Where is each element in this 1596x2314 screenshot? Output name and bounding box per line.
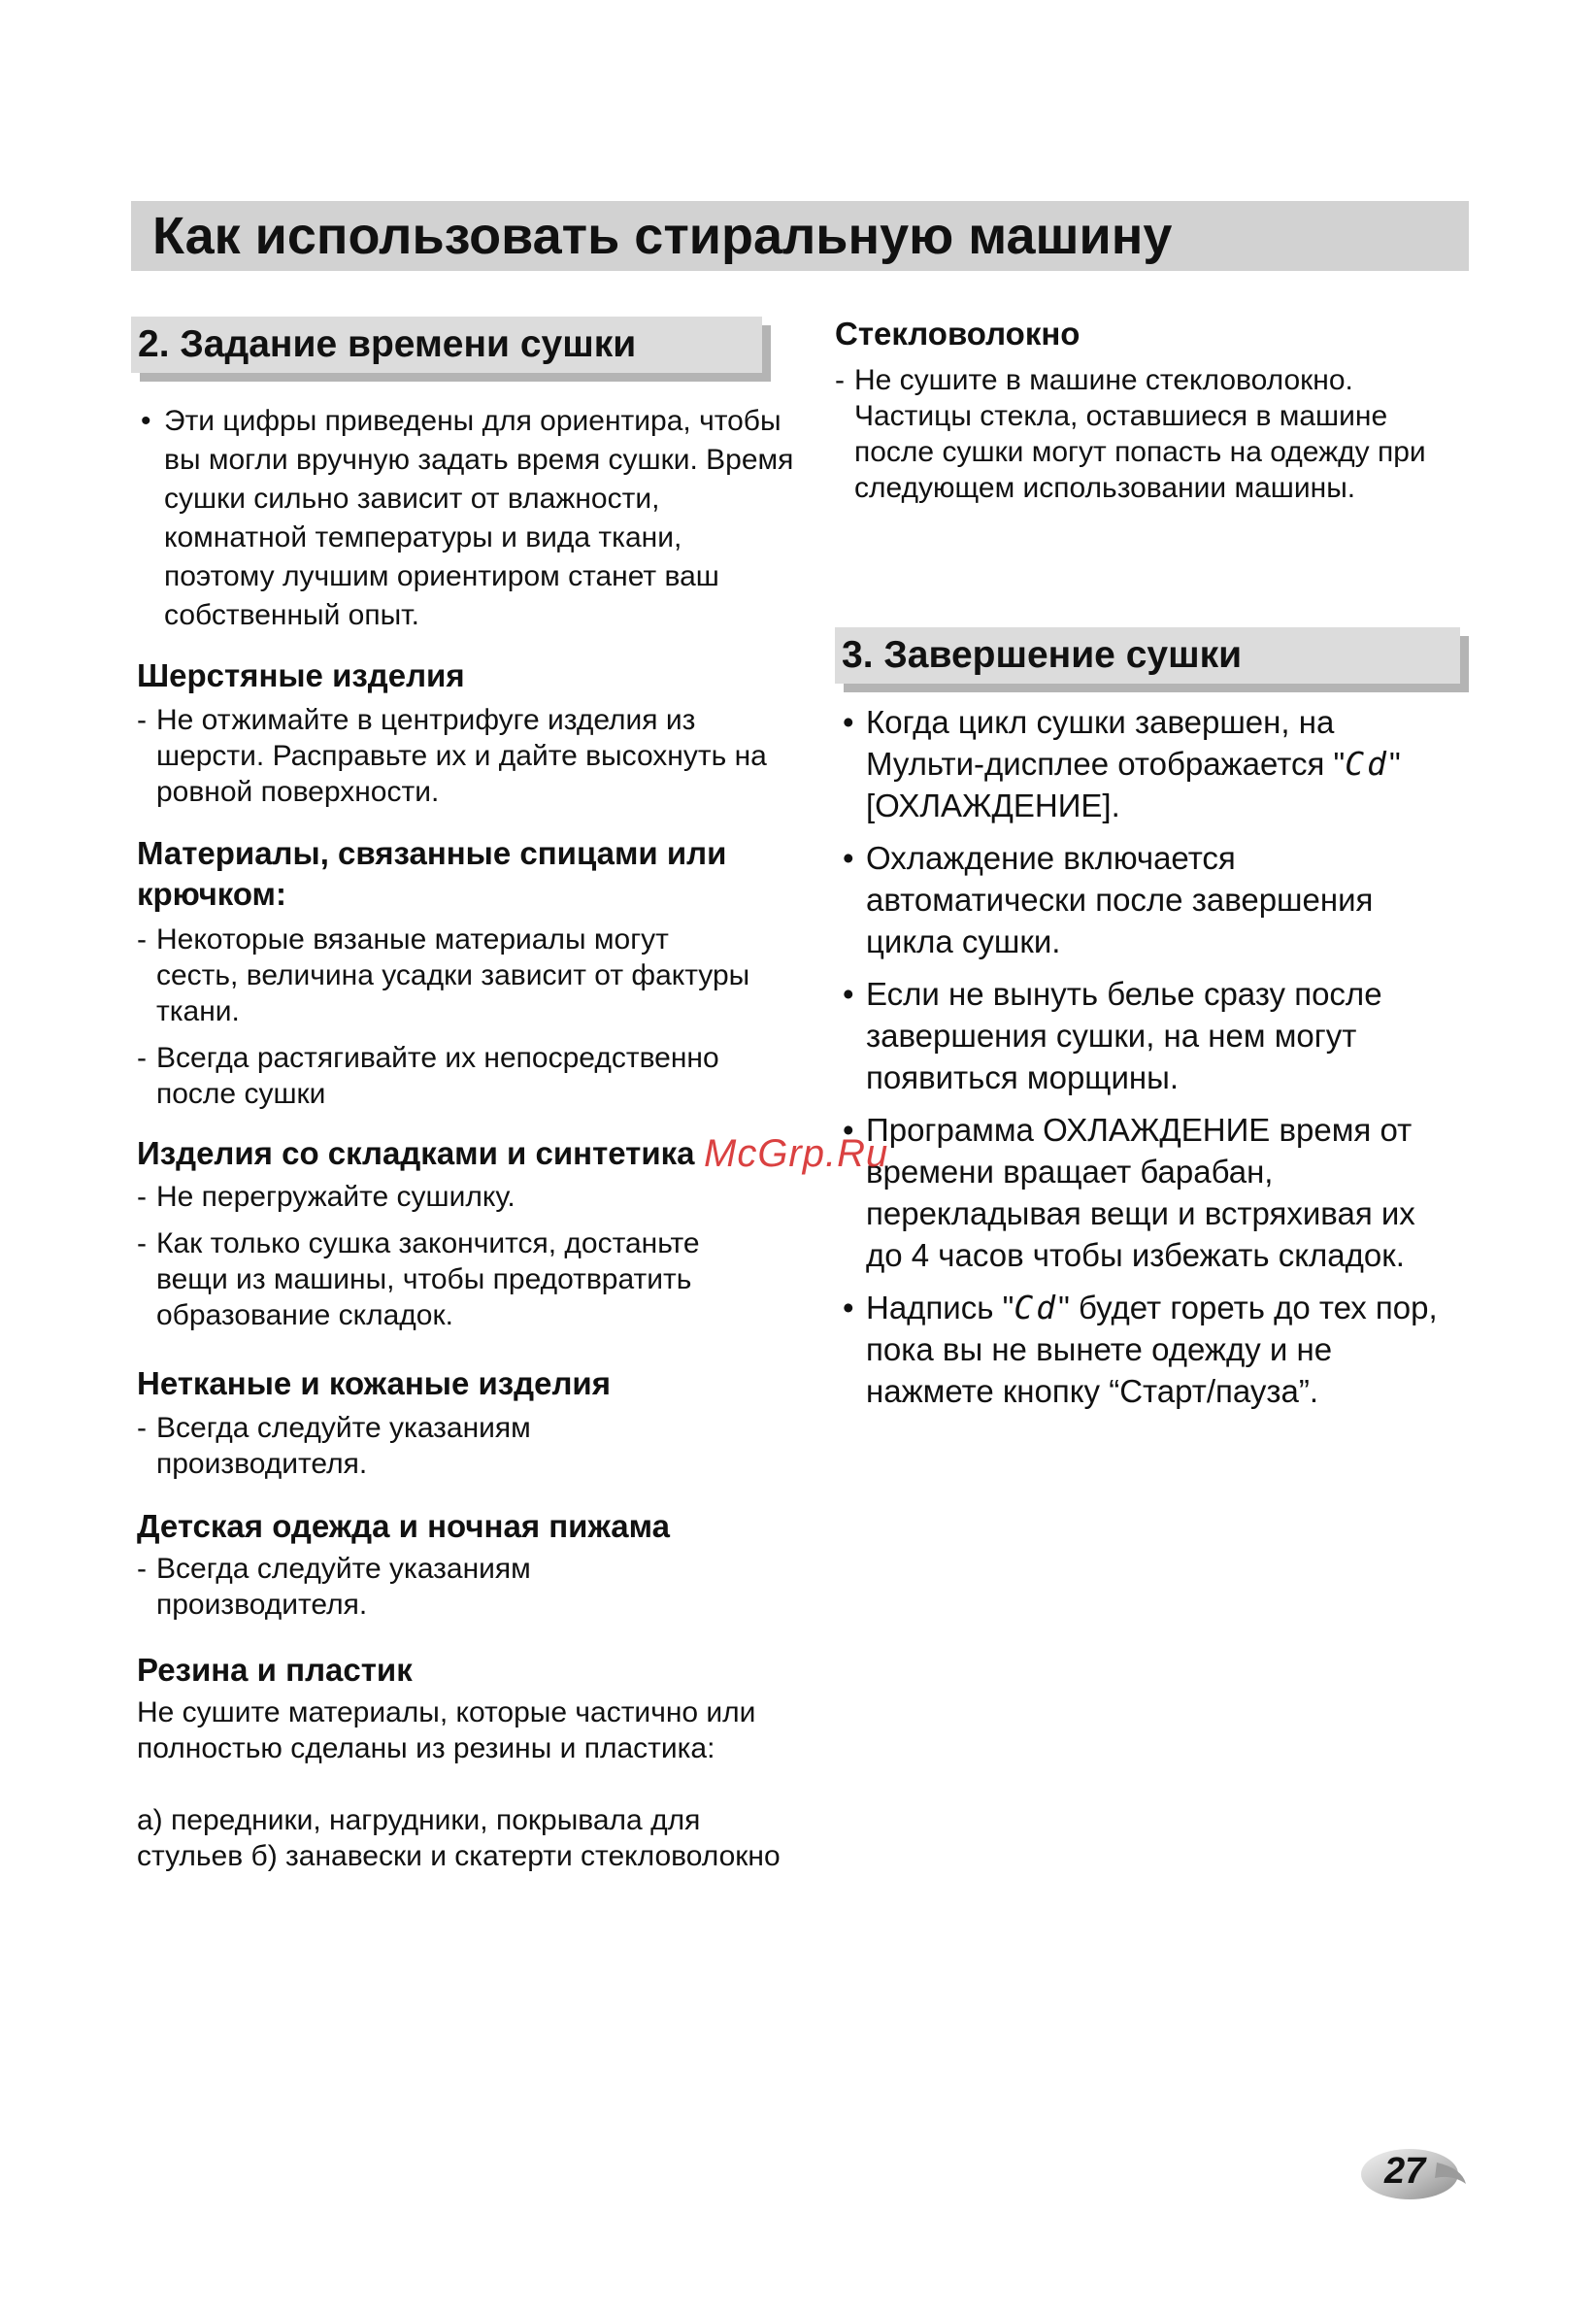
subheading-fiberglass: Стекловолокно	[835, 316, 1081, 352]
list-item: - Не отжимайте в центрифуге изделия из шерсти. Расправьте их и дайте высохнуть на ровной поверхности.	[137, 702, 778, 810]
section-title: 2. Задание времени сушки	[138, 323, 637, 365]
page-header	[131, 201, 1469, 271]
subheading-rubber: Резина и пластик	[137, 1652, 413, 1688]
section-header-drying-end	[835, 627, 1460, 684]
page-number: 27	[1384, 2151, 1426, 2192]
section-title: 3. Завершение сушки	[842, 634, 1243, 676]
list-item: • Надпись "Cd" будет гореть до тех пор, пока вы не вынете одежду и не нажмете кнопку “Старт/пауза”.	[839, 1287, 1460, 1412]
list-item: - Не перегружайте сушилку.	[137, 1179, 778, 1215]
pleated-list	[137, 1179, 778, 1344]
list-item: - Некоторые вязаные материалы могут сесть, величина усадки зависит от фактуры ткани.	[137, 922, 758, 1029]
fiberglass-list	[835, 362, 1456, 517]
list-item: - Не сушите в машине стекловолокно. Частицы стекла, оставшиеся в машине после сушки могут попасть на одежду при следующем использовании машины.	[835, 362, 1456, 506]
subheading-pleated: Изделия со складками и синтетика	[137, 1135, 695, 1171]
list-item: • Программа ОХЛАЖДЕНИЕ время от времени вращает барабан, перекладывая вещи и встряхивая их до 4 часов чтобы избежать складок.	[839, 1109, 1460, 1276]
page-title: Как использовать стиральную машину	[152, 207, 1173, 265]
list-item: - Всегда следуйте указаниям производителя.	[137, 1410, 622, 1482]
drying-end-bullet-list	[839, 701, 1460, 1423]
wool-list	[137, 702, 778, 821]
list-item: • Эти цифры приведены для ориентира, чтобы вы могли вручную задать время сушки. Время сушки сильно зависит от влажности, комнатной температуры и вида ткани, поэтому лучшим ориентиром станет ваш собственный опыт.	[137, 402, 797, 635]
knit-list	[137, 922, 758, 1123]
subheading-wool: Шерстяные изделия	[137, 657, 465, 693]
intro-bullet-list	[137, 402, 797, 635]
subheading-kids: Детская одежда и ночная пижама	[137, 1508, 670, 1544]
rubber-examples: а) передники, нагрудники, покрывала для стульев б) занавески и скатерти стекловолокно	[137, 1804, 781, 1872]
kids-list	[137, 1551, 622, 1633]
cd-display-code: Cd	[1014, 1289, 1059, 1326]
subheading-knit: Материалы, связанные спицами или крючком:	[137, 835, 727, 912]
list-item: • Охлаждение включается автоматически после завершения цикла сушки.	[839, 837, 1460, 962]
cd-display-code: Cd	[1345, 745, 1389, 783]
list-item: - Всегда растягивайте их непосредственно после сушки	[137, 1040, 758, 1112]
page-number-badge	[1359, 2141, 1468, 2203]
nonwoven-list	[137, 1410, 622, 1492]
watermark: McGrp.Ru	[704, 1132, 889, 1175]
list-item: • Когда цикл сушки завершен, на Мульти-дисплее отображается "Cd" [ОХЛАЖДЕНИЕ].	[839, 701, 1460, 826]
list-item: - Как только сушка закончится, достаньте вещи из машины, чтобы предотвратить образование складок.	[137, 1225, 778, 1333]
list-item: - Всегда следуйте указаниям производителя.	[137, 1551, 622, 1623]
section-header-drying-time	[131, 317, 762, 373]
list-item: • Если не вынуть белье сразу после завершения сушки, на нем могут появиться морщины.	[839, 973, 1460, 1098]
subheading-nonwoven: Нетканые и кожаные изделия	[137, 1365, 611, 1401]
rubber-text: Не сушите материалы, которые частично или полностью сделаны из резины и пластика:	[137, 1696, 756, 1764]
